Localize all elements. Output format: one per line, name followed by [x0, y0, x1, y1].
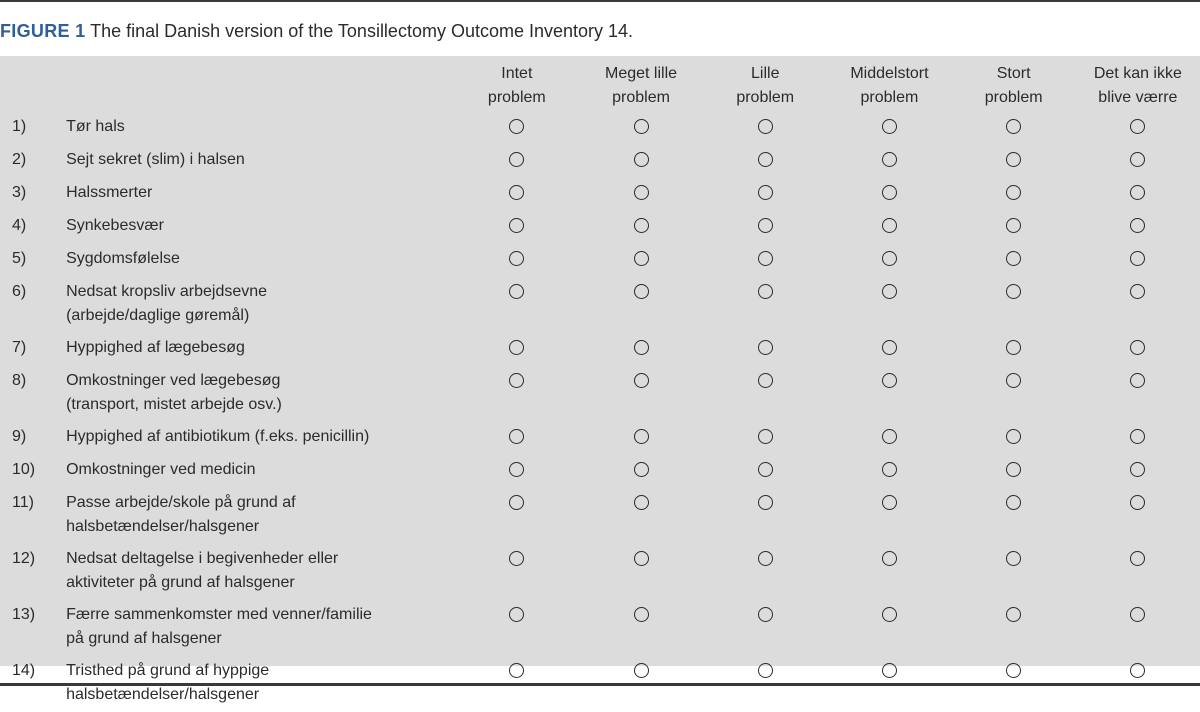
- item-text: [56, 422, 455, 455]
- radio-circle-icon[interactable]: [1130, 462, 1145, 477]
- column-header-line2: problem: [984, 89, 1043, 106]
- figure-label: FIGURE 1: [0, 21, 86, 41]
- table-row: [0, 145, 1200, 178]
- column-header: [952, 56, 1076, 112]
- response-cell: [455, 488, 579, 544]
- radio-circle-icon[interactable]: [1130, 551, 1145, 566]
- radio-circle-icon[interactable]: [509, 462, 524, 477]
- radio-circle-icon[interactable]: [882, 607, 897, 622]
- response-cell: [952, 145, 1076, 178]
- radio-circle-icon[interactable]: [758, 185, 773, 200]
- radio-circle-icon[interactable]: [758, 251, 773, 266]
- radio-circle-icon[interactable]: [1006, 152, 1021, 167]
- column-header-line2: problem: [736, 89, 795, 106]
- radio-circle-icon[interactable]: [1006, 373, 1021, 388]
- response-cell: [455, 600, 579, 656]
- radio-circle-icon[interactable]: [1006, 663, 1021, 678]
- radio-circle-icon[interactable]: [758, 373, 773, 388]
- item-number: 7): [12, 339, 27, 356]
- radio-circle-icon[interactable]: [634, 119, 649, 134]
- radio-circle-icon[interactable]: [1130, 373, 1145, 388]
- radio-circle-icon[interactable]: [882, 429, 897, 444]
- column-header: [703, 56, 827, 112]
- response-cell: [952, 333, 1076, 366]
- radio-circle-icon[interactable]: [758, 340, 773, 355]
- radio-circle-icon[interactable]: [634, 284, 649, 299]
- table-row: [0, 112, 1200, 145]
- radio-circle-icon[interactable]: [634, 218, 649, 233]
- response-cell: [455, 333, 579, 366]
- radio-circle-icon[interactable]: [758, 607, 773, 622]
- response-cell: [703, 455, 827, 488]
- radio-circle-icon[interactable]: [1006, 185, 1021, 200]
- radio-circle-icon[interactable]: [1130, 119, 1145, 134]
- item-number: 14): [12, 662, 36, 679]
- item-text-line1: Nedsat kropsliv arbejdsevne: [66, 283, 268, 300]
- radio-circle-icon[interactable]: [634, 152, 649, 167]
- radio-circle-icon[interactable]: [634, 495, 649, 510]
- item-number: 2): [12, 151, 27, 168]
- radio-circle-icon[interactable]: [509, 429, 524, 444]
- header-blank: [56, 56, 455, 112]
- table-row: [0, 366, 1200, 422]
- item-text-line1: Nedsat deltagelse i begivenheder eller: [66, 550, 339, 567]
- item-number: 11): [12, 494, 34, 511]
- radio-circle-icon[interactable]: [758, 152, 773, 167]
- radio-circle-icon[interactable]: [882, 495, 897, 510]
- response-cell: [579, 422, 703, 455]
- response-cell: [1076, 333, 1200, 366]
- response-cell: [579, 366, 703, 422]
- item-text: [56, 244, 455, 277]
- item-text-line2: halsbetændelser/halsgener: [66, 518, 260, 535]
- radio-circle-icon[interactable]: [1130, 429, 1145, 444]
- radio-circle-icon[interactable]: [882, 251, 897, 266]
- response-cell: [455, 145, 579, 178]
- item-text-line1: Hyppighed af antibiotikum (f.eks. penicillin): [66, 428, 370, 445]
- radio-circle-icon[interactable]: [509, 663, 524, 678]
- radio-circle-icon[interactable]: [1130, 607, 1145, 622]
- response-cell: [579, 544, 703, 600]
- radio-circle-icon[interactable]: [634, 340, 649, 355]
- response-cell: [952, 178, 1076, 211]
- radio-circle-icon[interactable]: [1006, 251, 1021, 266]
- response-cell: [827, 333, 951, 366]
- response-cell: [703, 488, 827, 544]
- item-text-line1: Sejt sekret (slim) i halsen: [66, 151, 245, 168]
- response-cell: [703, 600, 827, 656]
- response-cell: [827, 244, 951, 277]
- radio-circle-icon[interactable]: [1130, 284, 1145, 299]
- questionnaire-panel: [0, 56, 1200, 703]
- column-header-line1: Det kan ikke: [1093, 65, 1182, 82]
- response-cell: [1076, 455, 1200, 488]
- radio-circle-icon[interactable]: [882, 152, 897, 167]
- response-cell: [952, 600, 1076, 656]
- questionnaire-table: [0, 56, 1200, 712]
- response-cell: [455, 277, 579, 333]
- response-cell: [455, 455, 579, 488]
- radio-circle-icon[interactable]: [509, 284, 524, 299]
- item-text: [56, 488, 455, 544]
- response-cell: [1076, 112, 1200, 145]
- figure-title: The final Danish version of the Tonsillectomy Outcome Inventory 14.: [90, 21, 634, 41]
- radio-circle-icon[interactable]: [1006, 284, 1021, 299]
- response-cell: [827, 178, 951, 211]
- response-cell: [827, 422, 951, 455]
- response-cell: [579, 333, 703, 366]
- response-cell: [703, 112, 827, 145]
- radio-circle-icon[interactable]: [634, 607, 649, 622]
- radio-circle-icon[interactable]: [1130, 185, 1145, 200]
- radio-circle-icon[interactable]: [1130, 152, 1145, 167]
- header-blank: [0, 56, 56, 112]
- item-number: 9): [12, 428, 27, 445]
- item-text: [56, 211, 455, 244]
- radio-circle-icon[interactable]: [1006, 340, 1021, 355]
- item-text-line1: Passe arbejde/skole på grund af: [66, 494, 296, 511]
- response-cell: [455, 211, 579, 244]
- radio-circle-icon[interactable]: [882, 284, 897, 299]
- item-text: [56, 333, 455, 366]
- radio-circle-icon[interactable]: [758, 284, 773, 299]
- radio-circle-icon[interactable]: [882, 185, 897, 200]
- radio-circle-icon[interactable]: [1130, 218, 1145, 233]
- radio-circle-icon[interactable]: [1130, 251, 1145, 266]
- response-cell: [703, 422, 827, 455]
- item-text-line1: Omkostninger ved medicin: [66, 461, 256, 478]
- bottom-rule: [0, 683, 1200, 686]
- radio-circle-icon[interactable]: [882, 218, 897, 233]
- response-cell: [1076, 178, 1200, 211]
- item-number: 5): [12, 250, 27, 267]
- response-cell: [952, 112, 1076, 145]
- table-row: [0, 211, 1200, 244]
- radio-circle-icon[interactable]: [1130, 663, 1145, 678]
- response-cell: [455, 244, 579, 277]
- response-cell: [579, 600, 703, 656]
- table-body: [0, 112, 1200, 712]
- response-cell: [703, 178, 827, 211]
- column-header: [1076, 56, 1200, 112]
- response-cell: [703, 145, 827, 178]
- response-cell: [952, 277, 1076, 333]
- radio-circle-icon[interactable]: [509, 551, 524, 566]
- response-cell: [455, 366, 579, 422]
- item-text-line1: Hyppighed af lægebesøg: [66, 339, 245, 356]
- item-text-line1: Tristhed på grund af hyppige: [66, 662, 270, 679]
- response-cell: [827, 544, 951, 600]
- figure-caption: [0, 20, 633, 44]
- radio-circle-icon[interactable]: [1006, 495, 1021, 510]
- radio-circle-icon[interactable]: [758, 663, 773, 678]
- radio-circle-icon[interactable]: [634, 663, 649, 678]
- response-cell: [827, 488, 951, 544]
- item-number: 8): [12, 372, 27, 389]
- radio-circle-icon[interactable]: [509, 218, 524, 233]
- radio-circle-icon[interactable]: [882, 551, 897, 566]
- radio-circle-icon[interactable]: [1006, 462, 1021, 477]
- radio-circle-icon[interactable]: [509, 251, 524, 266]
- table-row: [0, 455, 1200, 488]
- response-cell: [1076, 600, 1200, 656]
- radio-circle-icon[interactable]: [509, 152, 524, 167]
- response-cell: [1076, 244, 1200, 277]
- response-cell: [1076, 544, 1200, 600]
- radio-circle-icon[interactable]: [634, 251, 649, 266]
- table-row: [0, 488, 1200, 544]
- column-header-line2: problem: [487, 89, 546, 106]
- table-row: [0, 178, 1200, 211]
- response-cell: [827, 277, 951, 333]
- response-cell: [455, 112, 579, 145]
- radio-circle-icon[interactable]: [758, 429, 773, 444]
- response-cell: [579, 455, 703, 488]
- item-text: [56, 178, 455, 211]
- radio-circle-icon[interactable]: [509, 495, 524, 510]
- radio-circle-icon[interactable]: [509, 373, 524, 388]
- item-number: 10): [12, 461, 36, 478]
- radio-circle-icon[interactable]: [758, 495, 773, 510]
- radio-circle-icon[interactable]: [1006, 119, 1021, 134]
- response-cell: [952, 366, 1076, 422]
- table-row: [0, 422, 1200, 455]
- response-cell: [1076, 145, 1200, 178]
- response-cell: [579, 112, 703, 145]
- radio-circle-icon[interactable]: [509, 340, 524, 355]
- radio-circle-icon[interactable]: [758, 218, 773, 233]
- item-text: [56, 366, 455, 422]
- item-text-line1: Sygdomsfølelse: [66, 250, 180, 267]
- response-cell: [952, 211, 1076, 244]
- response-cell: [952, 455, 1076, 488]
- response-cell: [827, 211, 951, 244]
- response-cell: [703, 333, 827, 366]
- radio-circle-icon[interactable]: [1006, 429, 1021, 444]
- response-cell: [579, 145, 703, 178]
- response-cell: [579, 488, 703, 544]
- response-cell: [827, 366, 951, 422]
- item-text-line1: Synkebesvær: [66, 217, 164, 234]
- radio-circle-icon[interactable]: [758, 119, 773, 134]
- response-cell: [703, 366, 827, 422]
- radio-circle-icon[interactable]: [882, 663, 897, 678]
- item-text-line2: på grund af halsgener: [66, 630, 222, 647]
- response-cell: [579, 277, 703, 333]
- response-cell: [952, 544, 1076, 600]
- radio-circle-icon[interactable]: [634, 429, 649, 444]
- response-cell: [1076, 277, 1200, 333]
- radio-circle-icon[interactable]: [509, 119, 524, 134]
- column-header: [455, 56, 579, 112]
- radio-circle-icon[interactable]: [882, 119, 897, 134]
- item-text-line2: (arbejde/daglige gøremål): [66, 307, 250, 324]
- radio-circle-icon[interactable]: [634, 462, 649, 477]
- radio-circle-icon[interactable]: [1006, 607, 1021, 622]
- response-cell: [703, 544, 827, 600]
- item-number: 6): [12, 283, 27, 300]
- radio-circle-icon[interactable]: [1006, 551, 1021, 566]
- item-number: 13): [12, 606, 36, 623]
- response-cell: [703, 277, 827, 333]
- column-header-line1: Lille: [751, 65, 780, 82]
- column-header: [827, 56, 951, 112]
- item-text-line1: Omkostninger ved lægebesøg: [66, 372, 281, 389]
- table-row: [0, 244, 1200, 277]
- item-text-line1: Halssmerter: [66, 184, 153, 201]
- radio-circle-icon[interactable]: [758, 462, 773, 477]
- item-text: [56, 277, 455, 333]
- item-text: [56, 544, 455, 600]
- response-cell: [579, 244, 703, 277]
- response-cell: [1076, 488, 1200, 544]
- radio-circle-icon[interactable]: [882, 373, 897, 388]
- response-cell: [1076, 422, 1200, 455]
- response-cell: [827, 145, 951, 178]
- response-cell: [827, 455, 951, 488]
- column-header-line1: Middelstort: [850, 65, 929, 82]
- response-cell: [952, 422, 1076, 455]
- header-row: [0, 56, 1200, 112]
- radio-circle-icon[interactable]: [1130, 340, 1145, 355]
- radio-circle-icon[interactable]: [882, 340, 897, 355]
- item-text-line2: (transport, mistet arbejde osv.): [66, 396, 282, 413]
- item-text: [56, 112, 455, 145]
- radio-circle-icon[interactable]: [634, 185, 649, 200]
- radio-circle-icon[interactable]: [634, 551, 649, 566]
- item-number: 12): [12, 550, 36, 567]
- table-row: [0, 544, 1200, 600]
- table-row: [0, 277, 1200, 333]
- table-row: [0, 333, 1200, 366]
- column-header-line1: Intet: [501, 65, 533, 82]
- radio-circle-icon[interactable]: [509, 185, 524, 200]
- response-cell: [455, 422, 579, 455]
- column-header-line1: Meget lille: [605, 65, 678, 82]
- item-text-line1: Færre sammenkomster med venner/familie: [66, 606, 372, 623]
- radio-circle-icon[interactable]: [634, 373, 649, 388]
- radio-circle-icon[interactable]: [1130, 495, 1145, 510]
- response-cell: [1076, 366, 1200, 422]
- response-cell: [827, 112, 951, 145]
- column-header-line2: problem: [860, 89, 919, 106]
- item-text: [56, 600, 455, 656]
- radio-circle-icon[interactable]: [1006, 218, 1021, 233]
- radio-circle-icon[interactable]: [509, 607, 524, 622]
- table-row: [0, 600, 1200, 656]
- response-cell: [827, 600, 951, 656]
- response-cell: [579, 211, 703, 244]
- item-text: [56, 455, 455, 488]
- response-cell: [952, 244, 1076, 277]
- response-cell: [952, 488, 1076, 544]
- column-header-line2: blive værre: [1098, 89, 1178, 106]
- item-text-line1: Tør hals: [66, 118, 125, 135]
- response-cell: [455, 178, 579, 211]
- radio-circle-icon[interactable]: [882, 462, 897, 477]
- top-rule: [0, 0, 1200, 2]
- item-text: [56, 145, 455, 178]
- item-text-line2: halsbetændelser/halsgener: [66, 686, 260, 703]
- response-cell: [455, 544, 579, 600]
- response-cell: [703, 244, 827, 277]
- item-text-line2: aktiviteter på grund af halsgener: [66, 574, 295, 591]
- radio-circle-icon[interactable]: [758, 551, 773, 566]
- response-cell: [703, 211, 827, 244]
- item-number: 4): [12, 217, 27, 234]
- column-header-line2: problem: [612, 89, 670, 106]
- column-header: [579, 56, 703, 112]
- column-header-line1: Stort: [996, 65, 1031, 82]
- item-number: 3): [12, 184, 27, 201]
- response-cell: [1076, 211, 1200, 244]
- response-cell: [579, 178, 703, 211]
- item-number: 1): [12, 118, 27, 135]
